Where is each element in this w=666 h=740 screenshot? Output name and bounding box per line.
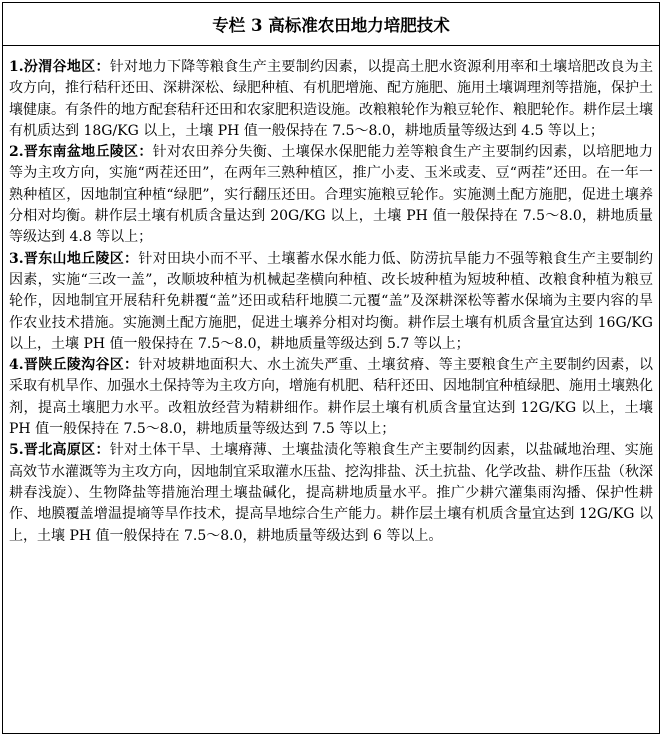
section-4-heading: 4.晋陕丘陵沟谷区： — [9, 357, 139, 374]
column-content — [3, 46, 659, 547]
section-4 — [9, 355, 653, 440]
section-2-heading: 2.晋东南盆地丘陵区： — [9, 144, 153, 161]
section-1-heading: 1.汾渭谷地区： — [9, 59, 110, 75]
section-1 — [9, 57, 653, 142]
section-4-body: 针对坡耕地面积大、水土流失严重、土壤贫瘠、等主要粮食生产主要制约因素，以采取有机旱作、加强水土保持等为主攻方向，增施有机肥、秸秆还田、因地制宜种植绿肥、施用土壤熟化剂，提高土壤肥力水平。改粗放经营为精耕细作。耕作层土壤有机质含量宜达到 12G/KG 以上，土壤 PH 值一般保持在 7.5～8.0，耕地质量等级达到 7.5 等以上； — [9, 357, 653, 438]
column-box — [2, 2, 660, 734]
section-2-body: 针对农田养分失衡、土壤保水保肥能力差等粮食生产主要制约因素，以培肥地力等为主攻方向，实施“两茬还田”，在两年三熟种植区，推广小麦、玉米或麦、豆“两茬”还田。在一年一熟种植区，因地制宜种植“绿肥”，实行翻压还田。合理实施粮豆轮作。实施测土配方施肥，促进土壤养分相对均衡。耕作层土壤有机质含量达到 20G/KG 以上，土壤 PH 值一般保持在 7.5～8.0，耕地质量等级达到 4.8 等以上； — [9, 144, 653, 246]
section-3-heading: 3.晋东山地丘陵区： — [9, 250, 139, 267]
section-1-body: 针对地力下降等粮食生产主要制约因素，以提高土肥水资源利用率和土壤培肥改良为主攻方向，推行秸秆还田、深耕深松、绿肥种植、有机肥增施、配方施肥、施用土壤调理剂等措施，保护土壤健康。有条件的地方配套秸秆还田和农家肥积造设施。改粮粮轮作为粮豆轮作、粮肥轮作。耕作层土壤有机质达到 18G/KG 以上，土壤 PH 值一般保持在 7.5～8.0，耕地质量等级达到 4.5 等以上； — [9, 59, 653, 139]
section-5 — [9, 440, 653, 546]
section-5-body: 针对土体干旱、土壤瘠薄、土壤盐渍化等粮食生产主要制约因素，以盐碱地治理、实施高效节水灌溉等为主攻方向，因地制宜采取灌水压盐、挖沟排盐、沃土抗盐、化学改盐、耕作压盐（秋深耕春浅旋）、生物降盐等措施治理土壤盐碱化，提高耕地质量水平。推广少耕穴灌集雨沟播、保护性耕作、地膜覆盖增温提墒等旱作技术，提高旱地综合生产能力。耕作层土壤有机质含量宜达到 12G/KG 以上，土壤 PH 值一般保持在 7.5～8.0，耕地质量等级达到 6 等以上。 — [9, 442, 653, 544]
section-3-body: 针对田块小而不平、土壤蓄水保水能力低、防涝抗旱能力不强等粮食生产主要制约因素，实施“三改一盖”，改顺坡种植为机械起垄横向种植、改长坡种植为短坡种植、改粮食种植为粮豆轮作，因地制宜开展秸秆免耕覆“盖”还田或秸秆地膜二元覆“盖”及深耕深松等蓄水保墒为主要内容的旱作农业技术措施。实施测土配方施肥，促进土壤养分相对均衡。耕作层土壤有机质含量宜达到 16G/KG 以上，土壤 PH 值一般保持在 7.5～8.0，耕地质量等级达到 5.7 等以上； — [9, 250, 653, 352]
section-3 — [9, 249, 653, 355]
column-title: 专栏 3 高标准农田地力培肥技术 — [3, 3, 659, 46]
section-5-heading: 5.晋北高原区： — [9, 442, 110, 459]
section-2 — [9, 142, 653, 248]
